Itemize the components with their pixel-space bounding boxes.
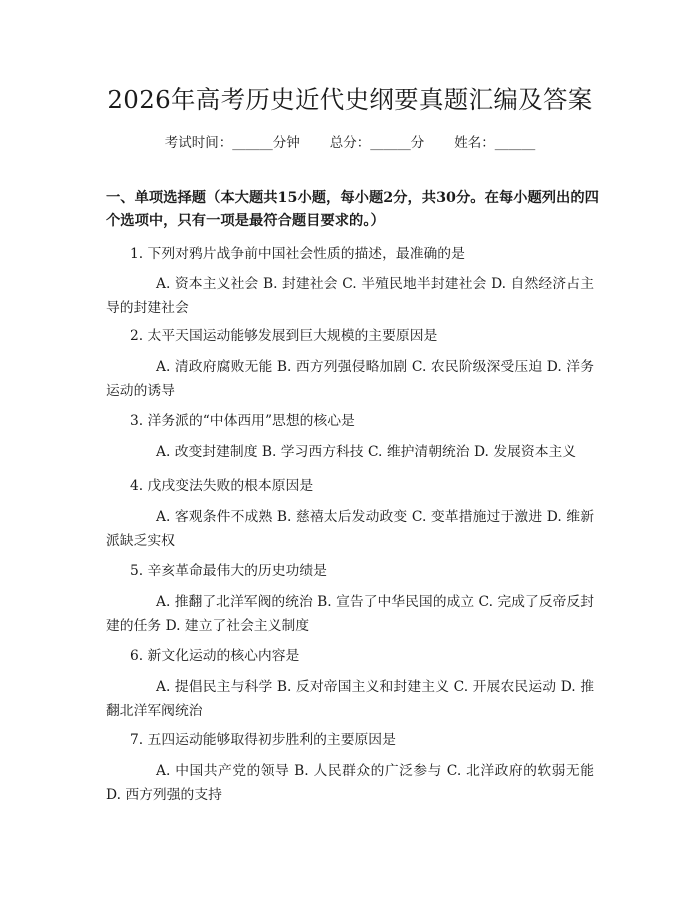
question-options: A. 中国共产党的领导 B. 人民群众的广泛参与 C. 北洋政府的软弱无能 D. 西方列强的支持 bbox=[106, 763, 594, 803]
question-stem: 1. 下列对鸦片战争前中国社会性质的描述，最准确的是 bbox=[130, 246, 465, 262]
question-stem: 4. 戊戌变法失败的根本原因是 bbox=[130, 478, 314, 494]
question-stem: 3. 洋务派的“中体西用”思想的核心是 bbox=[130, 413, 355, 429]
question-options: A. 清政府腐败无能 B. 西方列强侵略加剧 C. 农民阶级深受压迫 D. 洋务运动的诱导 bbox=[106, 359, 594, 399]
question-options: A. 资本主义社会 B. 封建社会 C. 半殖民地半封建社会 D. 自然经济占主导的封建社会 bbox=[106, 276, 594, 316]
exam-meta-line bbox=[0, 131, 700, 151]
question-stem: 7. 五四运动能够取得初步胜利的主要原因是 bbox=[130, 732, 396, 748]
question-stem: 2. 太平天国运动能够发展到巨大规模的主要原因是 bbox=[130, 328, 438, 344]
document-title: 2026年高考历史近代史纲要真题汇编及答案 bbox=[107, 85, 593, 114]
student-name-field: 姓名：______ bbox=[454, 135, 536, 151]
question-options: A. 推翻了北洋军阀的统治 B. 宣告了中华民国的成立 C. 完成了反帝反封建的任务 D. 建立了社会主义制度 bbox=[106, 594, 594, 634]
total-score-field: 总分：______分 bbox=[329, 135, 425, 151]
question-options: A. 客观条件不成熟 B. 慈禧太后发动政变 C. 变革措施过于激进 D. 维新派缺乏实权 bbox=[106, 509, 594, 549]
question-options: A. 改变封建制度 B. 学习西方科技 C. 维护清朝统治 D. 发展资本主义 bbox=[156, 444, 577, 460]
exam-time-field: 考试时间：______分钟 bbox=[164, 135, 300, 151]
question-stem: 5. 辛亥革命最伟大的历史功绩是 bbox=[130, 563, 327, 579]
section-heading: 一、单项选择题（本大题共15小题，每小题2分，共30分。在每小题列出的四个选项中，只有一项是最符合题目要求的。） bbox=[106, 190, 599, 229]
question-options: A. 提倡民主与科学 B. 反对帝国主义和封建主义 C. 开展农民运动 D. 推翻北洋军阀统治 bbox=[106, 679, 594, 719]
question-stem: 6. 新文化运动的核心内容是 bbox=[130, 648, 300, 664]
